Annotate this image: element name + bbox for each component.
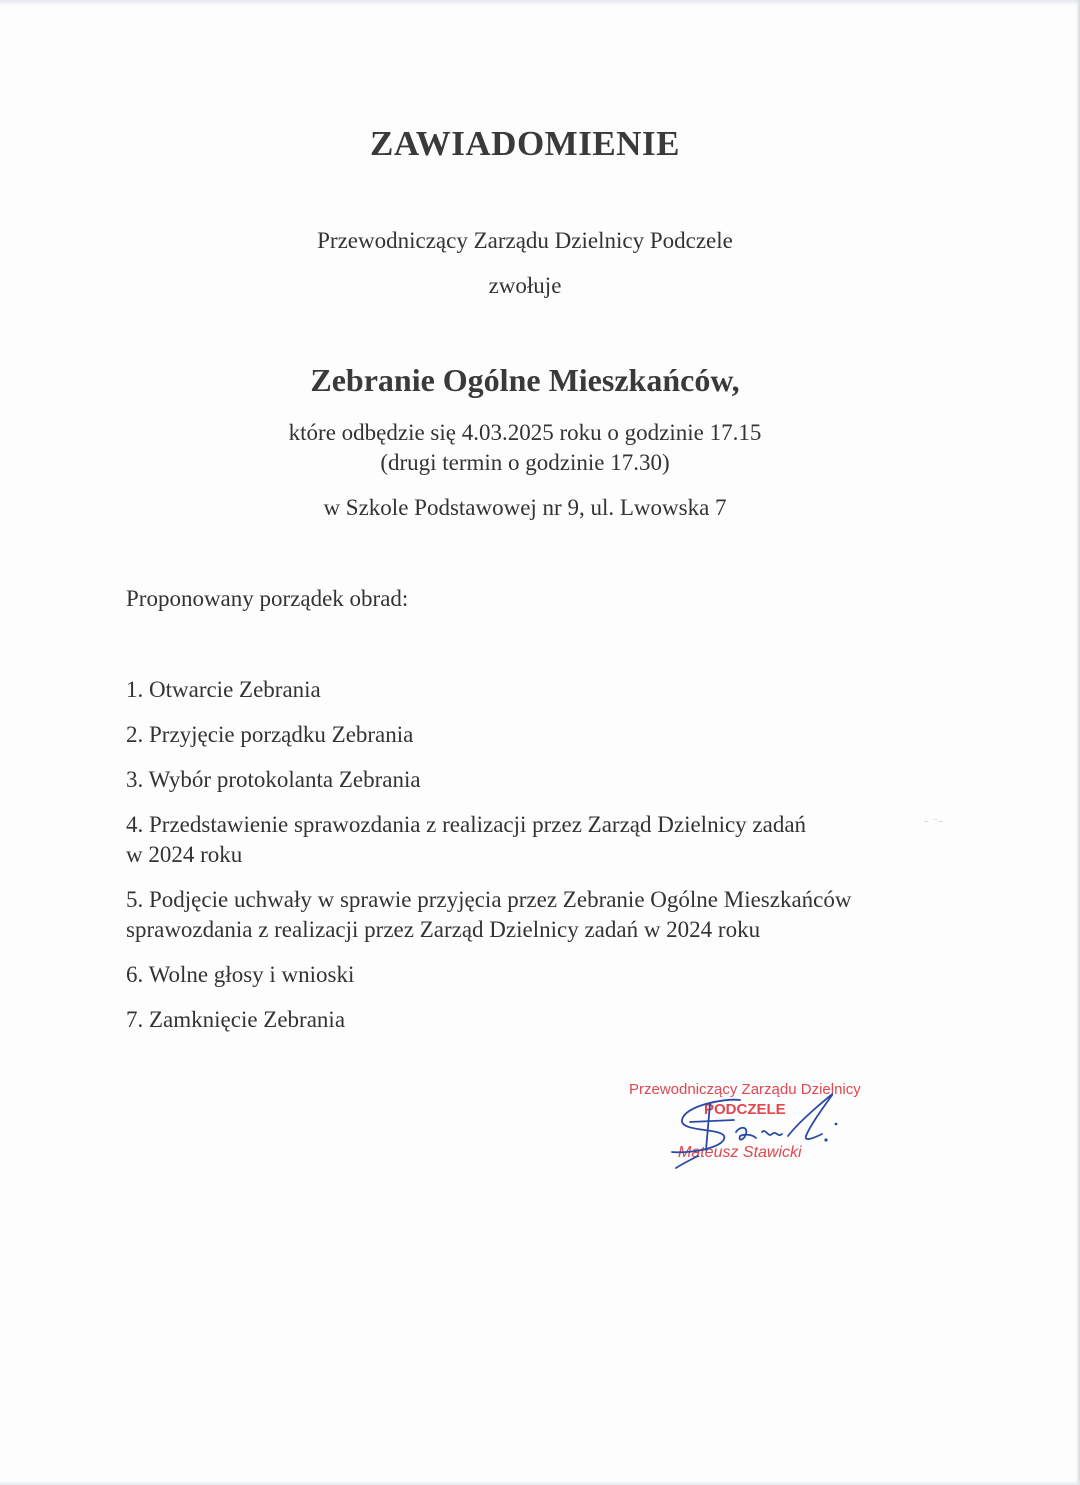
agenda-list <box>126 675 926 1050</box>
agenda-item: 3. Wybór protokolanta Zebrania <box>126 767 421 792</box>
agenda-item: 1. Otwarcie Zebrania <box>126 677 321 702</box>
official-stamp <box>620 1076 880 1176</box>
meeting-date-line: które odbędzie się 4.03.2025 roku o godzinie 17.15 <box>288 420 762 445</box>
meeting-name: Zebranie Ogólne Mieszkańców, <box>310 362 740 398</box>
scan-edge-top <box>0 0 1080 6</box>
meeting-location: w Szkole Podstawowej nr 9, ul. Lwowska 7 <box>323 495 727 520</box>
handwritten-signature <box>654 1076 874 1176</box>
convenes-line: zwołuje <box>488 273 562 298</box>
agenda-item: 7. Zamknięcie Zebrania <box>126 1007 346 1032</box>
stamp-signatory-name: Mateusz Stawicki <box>678 1144 802 1161</box>
stamp-title: Przewodniczący Zarządu Dzielnicy <box>629 1081 861 1098</box>
document-title: ZAWIADOMIENIE <box>370 124 680 163</box>
agenda-item: 6. Wolne głosy i wnioski <box>126 962 355 987</box>
agenda-item: 5. Podjęcie uchwały w sprawie przyjęcia przez Zebranie Ogólne Mieszkańców sprawozdania z realizacji przez Zarząd Dzielnicy zadań w 2024 roku <box>126 887 852 942</box>
scan-speck: - ⁻- <box>924 814 943 828</box>
convener-line: Przewodniczący Zarządu Dzielnicy Podczele <box>317 228 733 253</box>
second-term-line: (drugi termin o godzinie 17.30) <box>380 450 670 475</box>
scan-edge-bottom <box>0 1481 1080 1485</box>
agenda-item: 4. Przedstawienie sprawozdania z realizacji przez Zarząd Dzielnicy zadań w 2024 roku <box>126 812 807 867</box>
scan-edge-right <box>1076 0 1080 1485</box>
agenda-heading: Proponowany porządek obrad: <box>126 586 409 611</box>
agenda-item: 2. Przyjęcie porządku Zebrania <box>126 722 414 747</box>
stamp-district: PODCZELE <box>704 1101 786 1118</box>
